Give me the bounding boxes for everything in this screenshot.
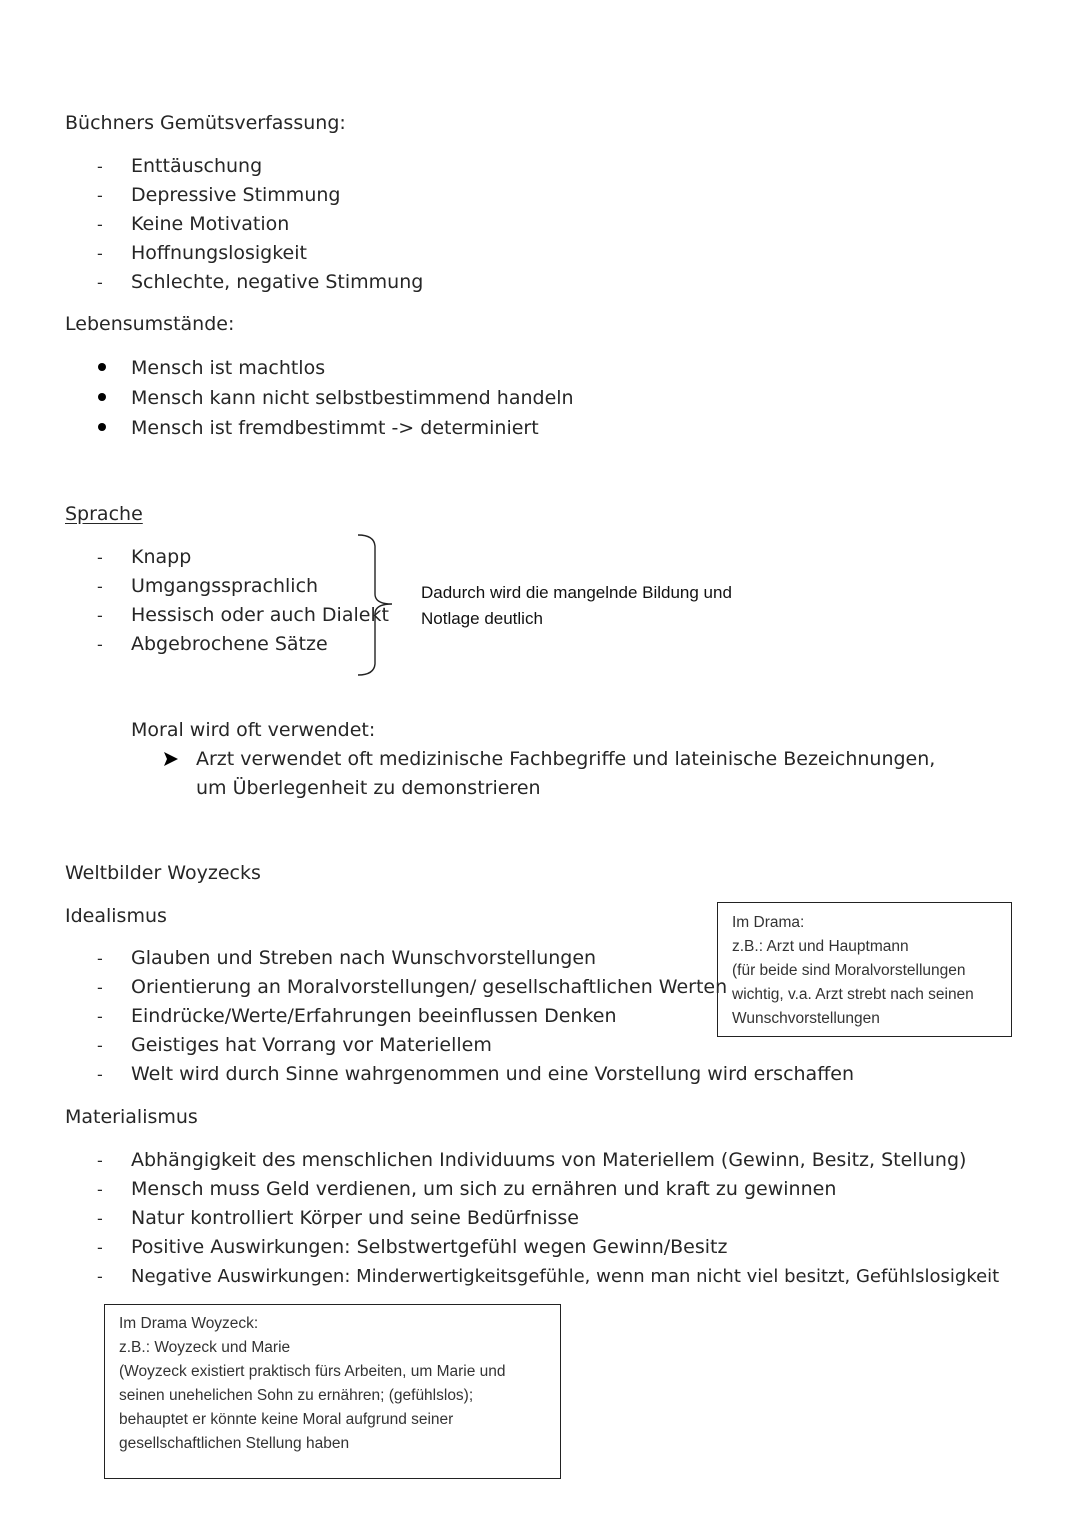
dash-marker: - (97, 978, 103, 997)
materialismus-note-box: Im Drama Woyzeck: z.B.: Woyzeck und Marie (Woyzeck existiert praktisch fürs Arbeiten, um Marie und seinen unehelichen Sohn zu ernähren; (gefühlslos); behauptet er könnte keine Moral aufgrund seiner gesellschaftlichen Stellung haben (104, 1304, 561, 1479)
dash-marker: - (97, 273, 103, 292)
list-item: - Depressive Stimmung (97, 181, 423, 210)
heading-weltbilder: Weltbilder Woyzecks (65, 862, 261, 884)
dash-marker: - (97, 244, 103, 263)
list-item: - Abhängigkeit des menschlichen Individuums von Materiellem (Gewinn, Besitz, Stellung) (97, 1146, 999, 1175)
dash-marker: - (97, 1151, 103, 1170)
dash-marker: - (97, 1267, 103, 1286)
list-item: - Schlechte, negative Stimmung (97, 268, 423, 297)
dash-marker: - (97, 1238, 103, 1257)
dash-marker: - (97, 157, 103, 176)
dash-marker: - (97, 949, 103, 968)
dash-marker: - (97, 186, 103, 205)
list-item: - Natur kontrolliert Körper und seine Bedürfnisse (97, 1204, 999, 1233)
dash-marker: - (97, 577, 103, 596)
list-item: - Mensch muss Geld verdienen, um sich zu ernähren und kraft zu gewinnen (97, 1175, 999, 1204)
list-item: - Negative Auswirkungen: Minderwertigkeitsgefühle, wenn man nicht viel besitzt, Gefühlslosigkeit (97, 1262, 999, 1291)
list-materialismus (97, 1146, 999, 1291)
heading-gemuetsverfassung: Büchners Gemütsverfassung: (65, 112, 346, 134)
list-item: - Abgebrochene Sätze (97, 630, 389, 659)
list-item: - Eindrücke/Werte/Erfahrungen beeinflussen Denken (97, 1002, 854, 1031)
list-item: Mensch ist fremdbestimmt -> determiniert (131, 417, 539, 439)
list-item: - Orientierung an Moralvorstellungen/ gesellschaftlichen Werten (97, 973, 854, 1002)
dash-marker: - (97, 1180, 103, 1199)
list-item: - Hoffnungslosigkeit (97, 239, 423, 268)
list-item: - Glauben und Streben nach Wunschvorstellungen (97, 944, 854, 973)
list-item: - Knapp (97, 543, 389, 572)
list-item: - Positive Auswirkungen: Selbstwertgefühl wegen Gewinn/Besitz (97, 1233, 999, 1262)
sprache-note: Dadurch wird die mangelnde Bildung und Notlage deutlich (421, 583, 732, 628)
heading-idealismus: Idealismus (65, 905, 167, 927)
dash-marker: - (97, 606, 103, 625)
dash-marker: - (97, 1036, 103, 1055)
dash-marker: - (97, 635, 103, 654)
list-item: Mensch kann nicht selbstbestimmend handeln (131, 387, 574, 409)
heading-sprache: Sprache (65, 503, 143, 525)
curly-brace-icon (356, 532, 396, 680)
dash-marker: - (97, 215, 103, 234)
dash-marker: - (97, 1007, 103, 1026)
list-item: - Welt wird durch Sinne wahrgenommen und eine Vorstellung wird erschaffen (97, 1060, 854, 1089)
list-sprache (97, 543, 389, 659)
heading-materialismus: Materialismus (65, 1106, 198, 1128)
dash-marker: - (97, 1209, 103, 1228)
list-gemuetsverfassung (97, 152, 423, 297)
list-item: - Keine Motivation (97, 210, 423, 239)
arrow-bullet-icon (163, 751, 179, 767)
list-item: - Umgangssprachlich (97, 572, 389, 601)
idealismus-note-box: Im Drama: z.B.: Arzt und Hauptmann (für beide sind Moralvorstellungen wichtig, v.a. Arzt strebt nach seinen Wunschvorstellungen (717, 902, 1012, 1037)
list-item: Mensch ist machtlos (131, 357, 326, 379)
dash-marker: - (97, 1065, 103, 1084)
list-item: - Hessisch oder auch Dialekt (97, 601, 389, 630)
heading-lebensumstaende: Lebensumstände: (65, 313, 235, 335)
list-item: - Geistiges hat Vorrang vor Materiellem (97, 1031, 854, 1060)
moral-line: Moral wird oft verwendet: (131, 719, 376, 741)
list-lebensumstaende (97, 353, 574, 443)
list-idealismus (97, 944, 854, 1089)
dash-marker: - (97, 548, 103, 567)
list-item: - Enttäuschung (97, 152, 423, 181)
arrow-list-item: Arzt verwendet oft medizinische Fachbegriffe und lateinische Bezeichnungen, um Überlegenheit zu demonstrieren (163, 745, 956, 803)
